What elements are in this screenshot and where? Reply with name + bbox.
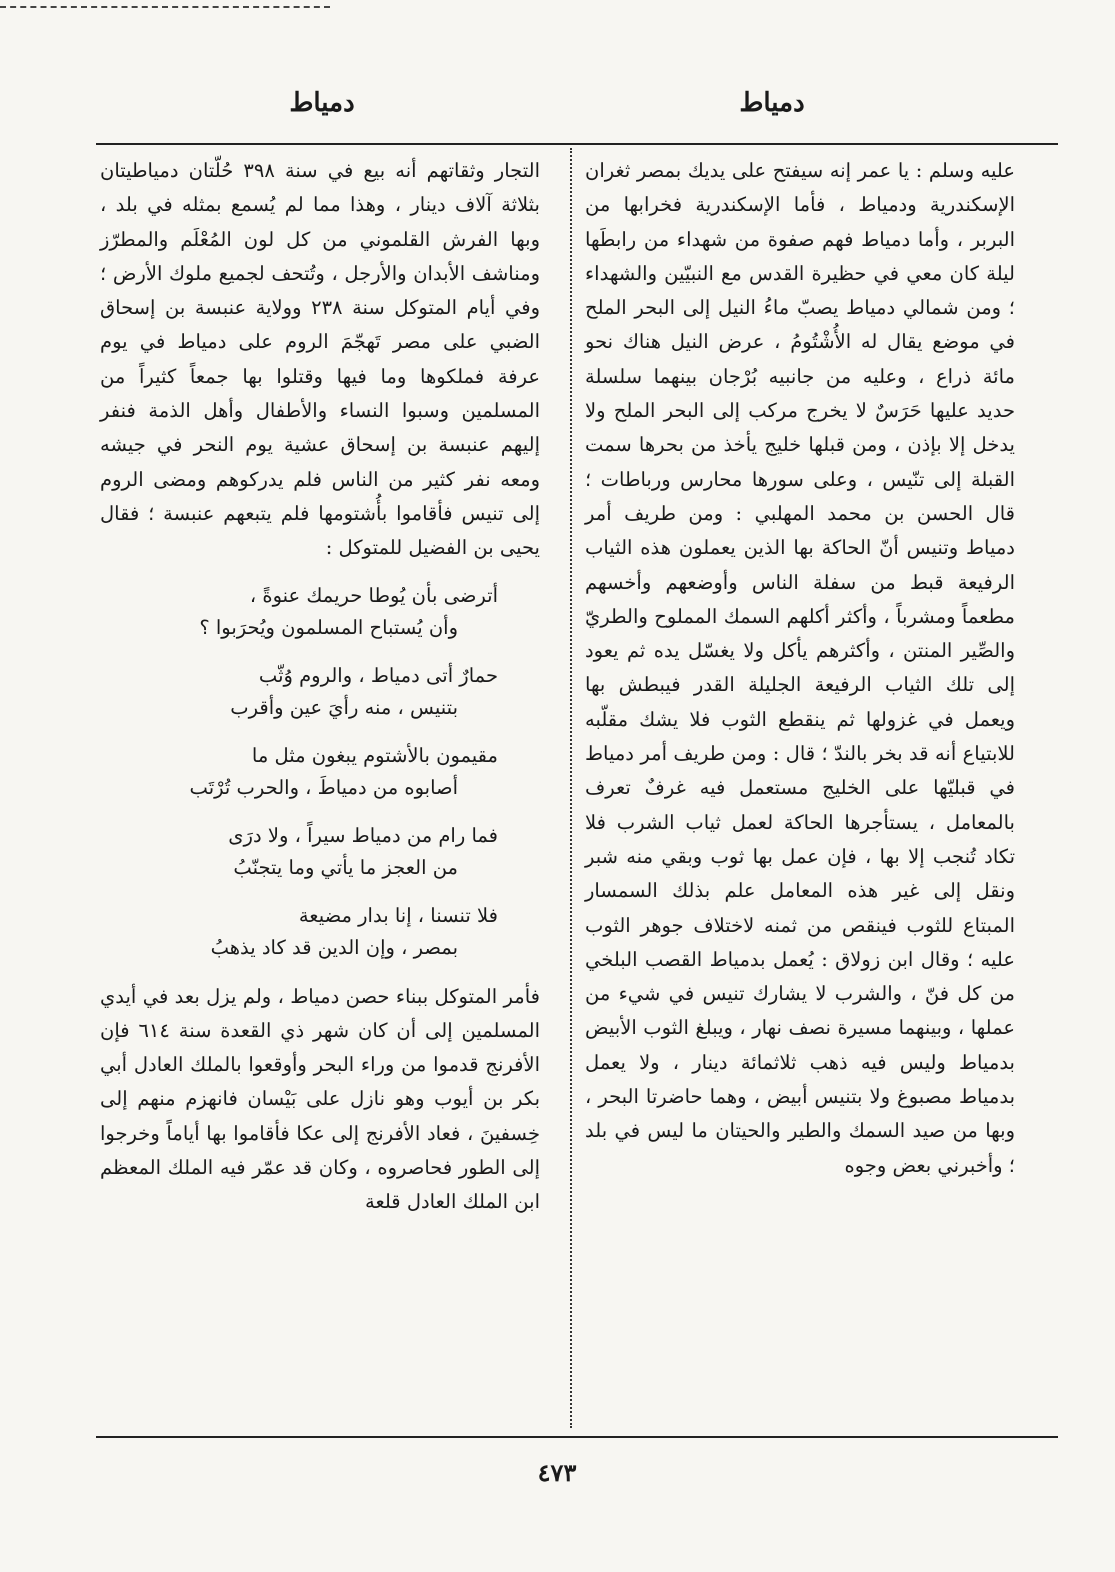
left-column-text-after-poem: فأمر المتوكل ببناء حصن دمياط ، ولم يزل بعد في أيدي المسلمين إلى أن كان شهر ذي القعدة سنة ٦١٤ فإن الأفرنج قدموا من وراء البحر وأوقعوا بالملك العادل أبي بكر بن أيوب وهو نازل على بَيْسان فانهزم منهم إلى خِسفينَ ، فعاد الأفرنج إلى عكا فأقاموا بها أياماً وخرجوا إلى الطور فحاصروه ، وكان قد عمّر فيه الملك المعظم ابن الملك العادل قلعة <box>100 984 540 1214</box>
verse-second-hemistich: بتنيس ، منه رأيَ عين وأقرب <box>230 695 458 719</box>
verse-second-hemistich: بمصر ، وإن الدين قد كاد يذهبُ <box>210 935 458 959</box>
poem <box>100 580 540 964</box>
verse-second-hemistich: أصابوه من دمياطَ ، والحرب تُرْتَب <box>189 775 458 799</box>
poem-verse <box>100 740 540 804</box>
left-column-text-before-poem: التجار وثقاتهم أنه بيع في سنة ٣٩٨ حُلّتان دمياطيتان بثلاثة آلاف دينار ، وهذا مما لم يُسمع بمثله في بلد ، وبها الفرش القلموني من كل لون المُعْلَم والمطرّز ومناشف الأبدان والأرجل ، وتُتحف لجميع ملوك الأرض ؛ وفي أيام المتوكل سنة ٢٣٨ وولاية عنبسة بن إسحاق الضبي على مصر تَهجّمَ الروم على دمياط في يوم عرفة فملكوها وما فيها وقتلوا بها جمعاً كثيراً من المسلمين وسبوا النساء والأطفال وأهل الذمة فنفر إليهم عنبسة بن إسحاق عشية يوم النحر في جيشه ومعه نفر كثير من الناس فلم يدركوهم ومضى الروم إلى تنيس فأقاموا بأُشتومها فلم يتبعهم عنبسة ؛ فقال يحيى بن الفضيل للمتوكل : <box>100 159 541 560</box>
verse-first-hemistich: فما رام من دمياط سيراً ، ولا درَى <box>228 823 498 847</box>
verse-first-hemistich: فلا تنسنا ، إنا بدار مضيعة <box>298 903 498 927</box>
verse-first-hemistich: مقيمون بالأشتوم يبغون مثل ما <box>251 743 498 767</box>
column-divider <box>570 148 572 1428</box>
running-head-left: دمياط <box>289 88 355 118</box>
top-dashed-line <box>0 6 330 8</box>
poem-verse <box>100 660 540 724</box>
running-head-right: دمياط <box>739 88 805 118</box>
poem-verse <box>100 820 540 884</box>
page-number: ٤٧٣ <box>537 1458 577 1487</box>
poem-verse <box>100 900 540 964</box>
verse-first-hemistich: أترضى بأن يُوطا حريمك عنوةً ، <box>249 583 498 607</box>
footer-rule <box>96 1436 1058 1438</box>
verse-second-hemistich: وأن يُستباح المسلمون ويُحرَبوا ؟ <box>199 615 458 639</box>
verse-second-hemistich: من العجز ما يأتي وما يتجنّبُ <box>233 855 458 879</box>
left-column <box>100 154 540 1220</box>
right-column-text: عليه وسلم : يا عمر إنه سيفتح على يديك بمصر ثغران الإسكندرية ودمياط ، فأما الإسكندرية فخرابها من البربر ، وأما دمياط فهم صفوة من شهداء من رابطَها ليلة كان معي في حظيرة القدس مع النبيّين والشهداء ؛ ومن شمالي دمياط يصبّ ماءُ النيل إلى البحر الملح في موضع يقال له الأُشْتُومُ ، عرض النيل هناك نحو مائة ذراع ، وعليه من جانبيه بُرْجان بينهما سلسلة حديد عليها حَرَسٌ لا يخرج مركب إلى البحر الملح ولا يدخل إلا بإذن ، ومن قبلها خليج يأخذ من بحرها سمت القبلة إلى تنّيس ، وعلى سورها محارس ورباطات ؛ قال الحسن بن محمد المهلبي : ومن طريف أمر دمياط وتنيس أنّ الحاكة بها الذين يعملون هذه الثياب الرفيعة قبط من سفلة الناس وأوضعهم وأخسهم مطعماً ومشرباً ، وأكثر أكلهم السمك المملوح والطريّ والصِّير المنتن ، وأكثرهم يأكل ولا يغسّل يده ثم يعود إلى تلك الثياب الرفيعة الجليلة القدر فيبطش بها ويعمل في غزولها ثم ينقطع الثوب فلا يشك مقلّبه للابتياع أنه قد بخر بالندّ ؛ قال : ومن طريف أمر دمياط في قبليّها على الخليج مستعمل فيه غرفٌ تعرف بالمعامل ، يستأجرها الحاكة لعمل ثياب الشرب فلا تكاد تُنجب إلا بها ، فإن عمل بها ثوب وبقي منه شبر ونقل إلى غير هذه المعامل علم بذلك السمسار المبتاع للثوب فينقص من ثمنه لاختلاف جوهر الثوب عليه ؛ وقال ابن زولاق : يُعمل بدمياط القصب البلخي من كل فنّ ، والشرب لا يشارك تنيس في شيء من عملها ، وبينهما مسيرة نصف نهار ، ويبلغ الثوب الأبيض بدمياط وليس فيه ذهب ثلاثمائة دينار ، ولا يعمل بدمياط مصبوغ ولا بتنيس أبيض ، وهما حاضرتا البحر ، وبها من صيد السمك والطير والحيتان ما ليس في بلد ؛ وأخبرني بعض وجوه <box>585 159 1015 1177</box>
verse-first-hemistich: حمارٌ أتى دمياط ، والروم وُثّب <box>258 663 498 687</box>
poem-verse <box>100 580 540 644</box>
header-rule <box>96 143 1058 145</box>
right-column <box>585 154 1015 1183</box>
